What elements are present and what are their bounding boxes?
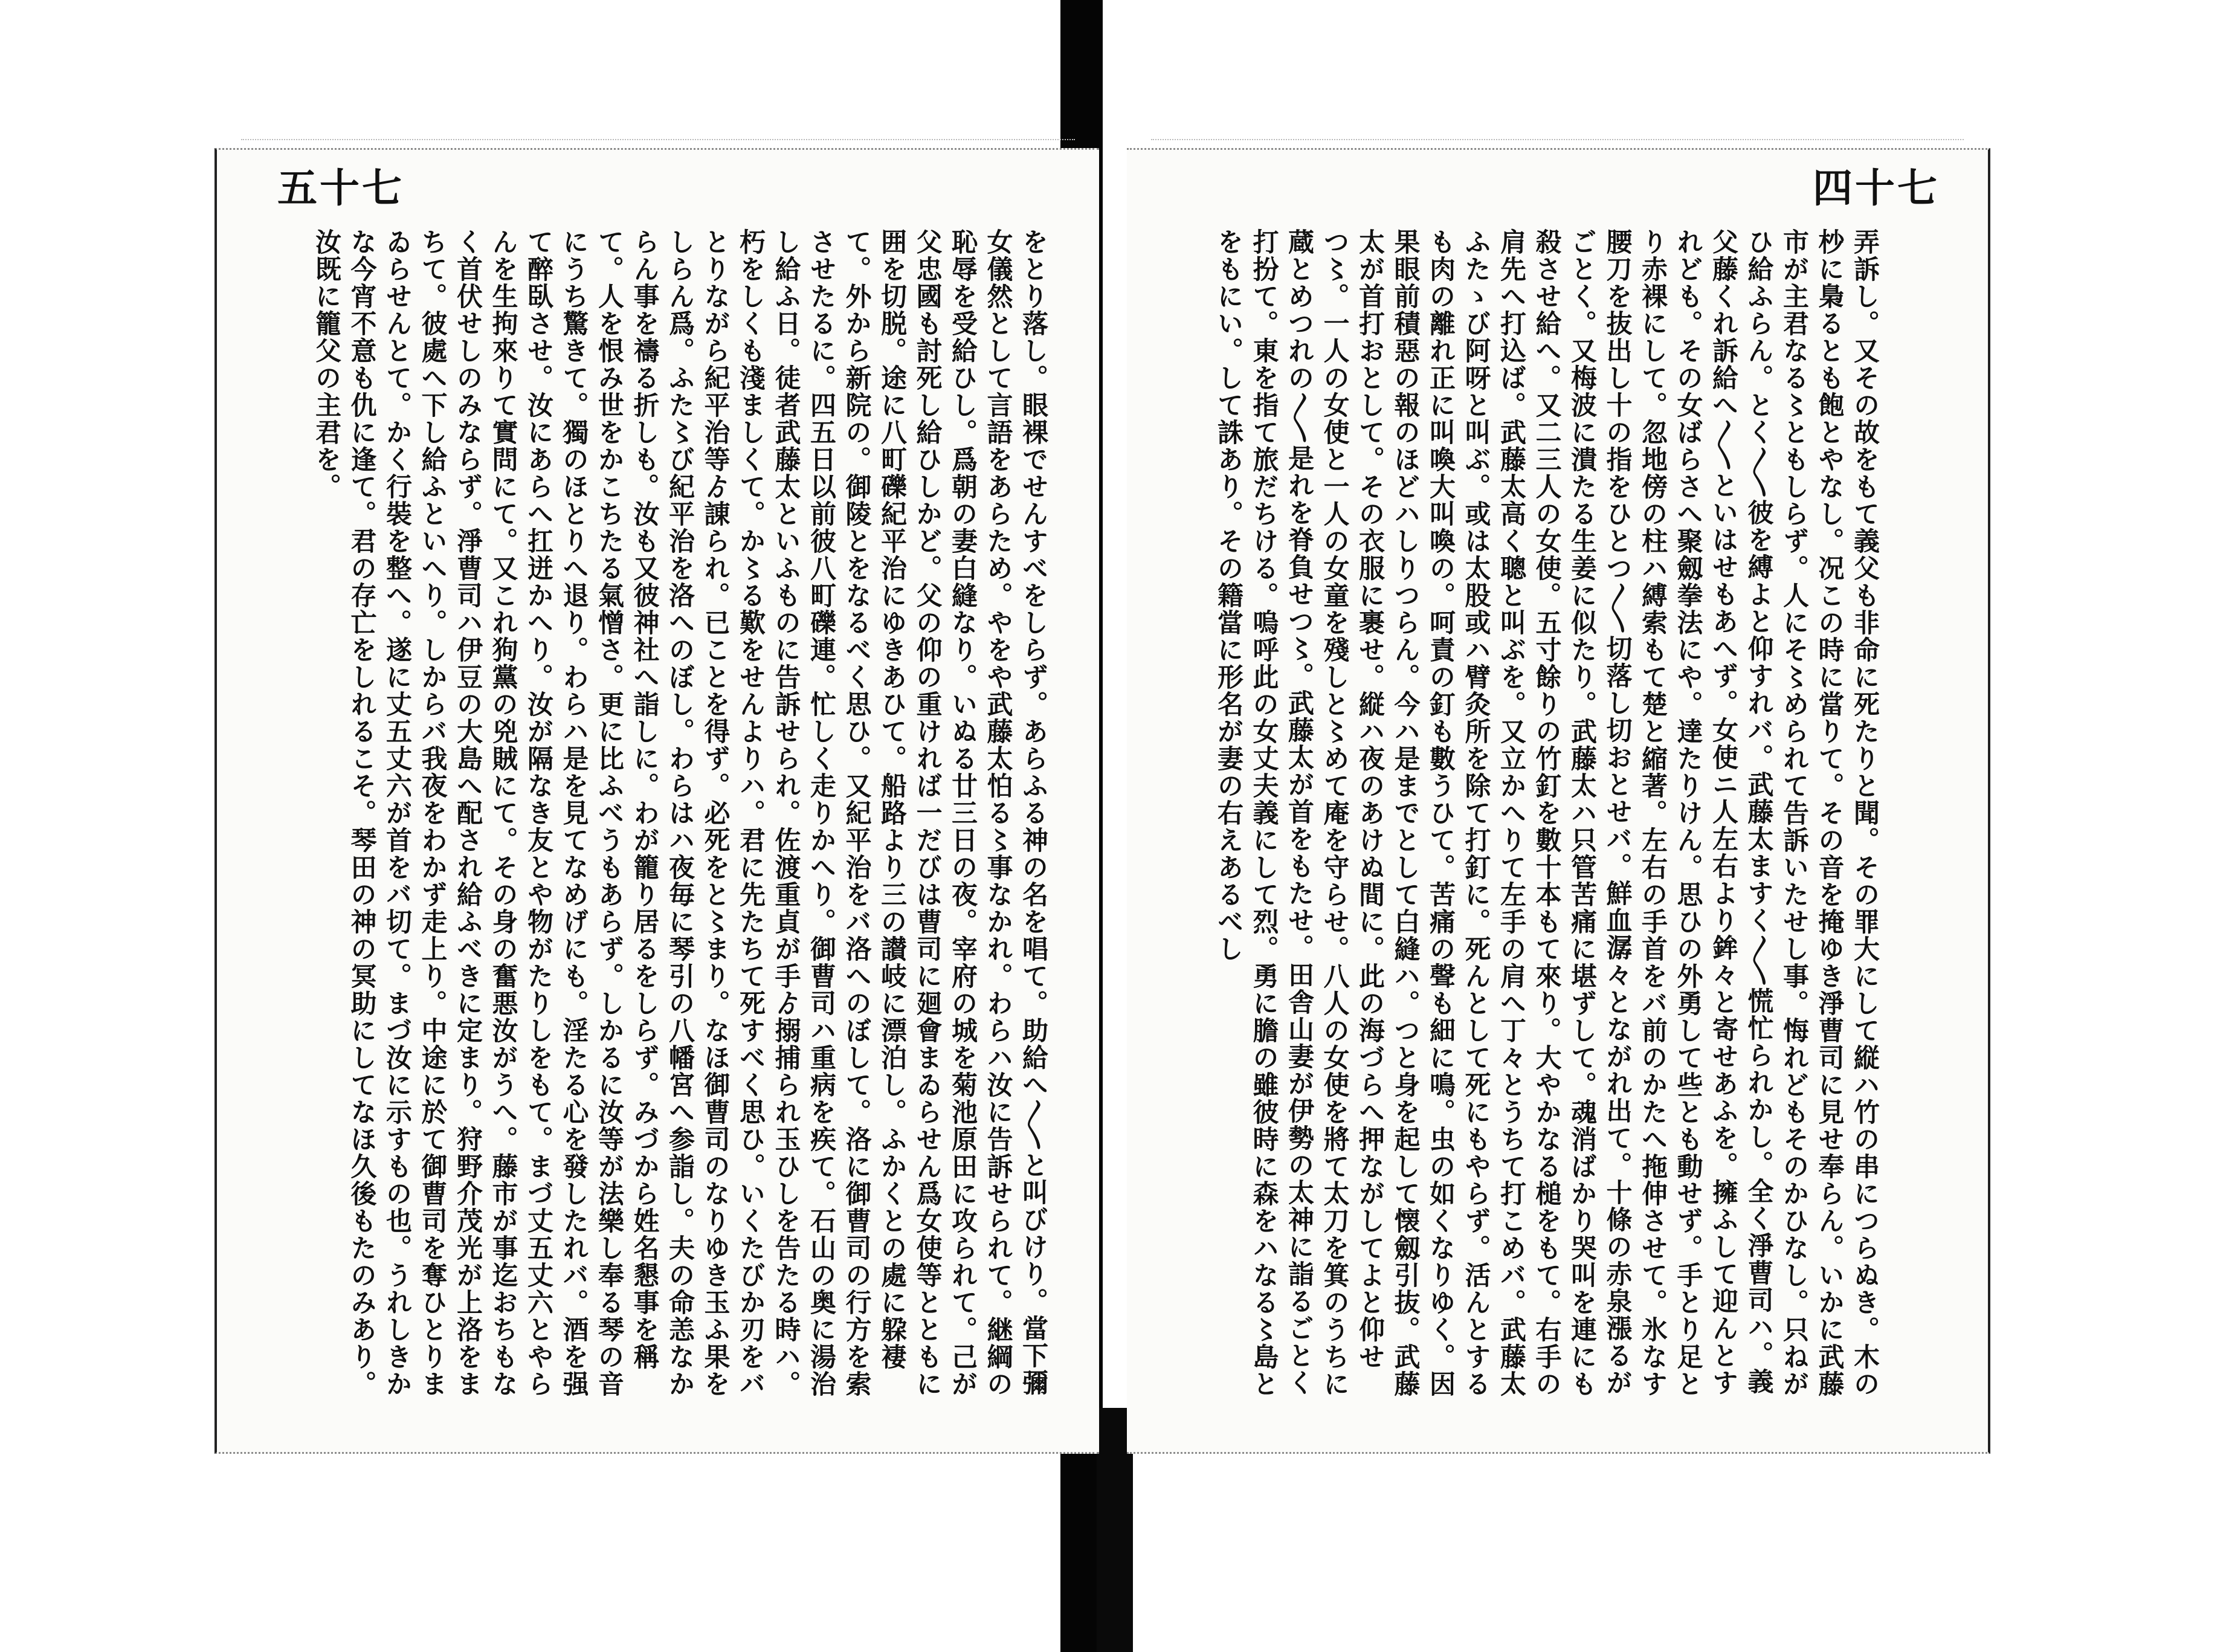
vertical-body-text: をとり落し。眼裸でせんすべをしらず。あらふる神の名を唱て。助給へ〳〵と叫びけり。當下彌女儀然として言語をあらため。やをや武藤太怕る〻事なかれ。わらハ汝に告訴せられて。継綱の恥辱を受給ひし。爲朝の妻白縫なり。いぬる廿三日の夜。宰府の城を菊池原田に攻られて。己が父忠國も討死し給ひしかど。父の仰の重ければ一だびは曹司に廻會まゐらせん爲女使等とともに囲を切脱。途に八町礫紀平治にゆきあひて。船路より三の讃岐に漂泊し。ふかくとの處に躱褄て。外から新院の。御陵とをなるべく思ひ。又紀平治をバ洛へのぼして。洛に御曹司の行方を索させたるに。四五日以前彼八町礫連。忙しく走りかへり。御曹司ハ重病を疾て。石山の奥に湯治し給ふ日。徒者武藤太といふものに告訴せられ。佐渡重貞が手ゟ搦捕られ玉ひしを告たる時ハ。朽をしくも淺ましくて。か〻る歎をせんよりハ。君に先たちて死すべく思ひ。いくたびか刃をバとりながら紀平治等ゟ諌られ。已ことを得ず。必死をと〻まり。なほ御曹司のなりゆき玉ふ果をしらん爲。ふた〻び紀平治を洛へのぼし。わらはハ夜毎に琴引の八幡宮へ参詣し。夫の命恙なからん事を禱る折しも。汝も又彼神社へ詣しに。わが籠り居るをしらず。みづから姓名懇事を稱て。人を恨み世をかこちたる氣憎さ。更に比ふべうもあらず。しかるに汝等が法樂し奉る琴の音にうち驚きて。獨のほとりへ退り。わらハ是を見てなめげにも。淫たる心を發したれバ。酒を强て醉臥させ。汝にあらへ扛迸かへり。汝が隔なき友とや物がたりしをもて。まづ丈五丈六とやらんを生拘來りて實問にて。又これ狗黨の兇賊にて。その身の奮悪汝がうへ。藤市が事迄おちもなく首伏せしのみならず。淨曹司ハ伊豆の大島へ配され給ふべきに定まり。狩野介茂光が上洛をまちて。彼處へ下し給ふといへり。しからバ我夜をわかず走上り。中途に於て御曹司を奪ひとりまゐらせんとて。かく行裝を整へ。遂に丈五丈六が首をバ切て。まづ汝に示すもの也。うれしきかな今宵不意も仇に逢て。君の存亡をしれるこそ。琴田の神の冥助にしてなほ久後もたのみあり。汝既に籠父の主君を。 [311, 228, 1048, 1398]
page-folio: 五十七 [277, 164, 404, 211]
vertical-body-text: 弄訴し。又その故をもて義父も非命に死たりと聞。その罪大にして縦ハ竹の串につらぬき。木の杪に梟るとも飽とやなし。况この時に當りて。その音を掩ゆき淨曹司に見せ奉らん。いかに武藤市が主君なる〻ともしらず。人にそ〻められて告訴いたせし事。悔れどもそのかひなし。只ねがひ給ふらん。とく〳〵彼を縛よと仰すれバ。武藤太ますく〳〵慌忙られかし。全く淨曹司ハ。義父藤くれ訴給へ〳〵といはせもあへず。女使ニ人左右より鉾々と寄せあふを。擁ふして迎んとすれども。その女ばらさへ聚劔拳法にや。達たりけん。思ひの外勇して些とも動せず。手とり足とり赤裸にして。忽地傍の柱ハ縛索もて楚と縮著。左右の手首をバ前のかたへ拖伸させて。氷なす腰刀を抜出し十の指をひとつ〳〵切落し切おとせバ。鮮血潺々とながれ出て。十條の赤泉漲るがごとく。又梅波に潰たる生姜に似たり。武藤太ハ只管苦痛に堪ずして。魂消ばかり哭叫を連にも殺させ給へ。又二三人の女使。五寸餘りの竹釘を數十本もて來り。大やかなる槌をもて。右手の肩先へ打込ば。武藤太高く聰と叫ぶを。又立かへりて左手の肩へ丁々とうちて打こめバ。武藤太ふたゝび阿呀と叫ぶ。或は太股或ハ臂灸所を除て打釘に。死んとして死にもやらず。活んとするも肉の離れ正に叫喚大叫喚の。呵責の釘も數うひて。苦痛の聲も細に鳴。虫の如くなりゆく。因果眼前積惡の報のほどハしりつらん。今ハ是までとして白縫ハ。つと身を起して懐劔引抜。武藤太が首打おとして。その衣服に裹せ。縦ハ夜のあけぬ間に。此の海づらへ押ながしてよと仰せつ〻。一人の女使と一人の女童を殘しと〻めて庵を守らせ。八人の女使を將て太刀を箕のうちに蔵とめつれの〳〵是れを脊負せつ〻。武藤太が首をもたせ。田舎山妻が伊勢の太神に詣るごとく打扮て。東を指て旅だちける。嗚呼此の女丈夫義にして烈。勇に膽の雖彼時に森をハなる〻島とをもにい。して誅あり。その籍當に形名が妻の右えあるべし [1213, 228, 1880, 1398]
page-top-rule [241, 139, 1075, 141]
page-top-rule [1151, 139, 1964, 141]
right-page [1127, 148, 1990, 1454]
left-page [215, 148, 1099, 1454]
page-folio: 四十七 [1813, 164, 1940, 211]
